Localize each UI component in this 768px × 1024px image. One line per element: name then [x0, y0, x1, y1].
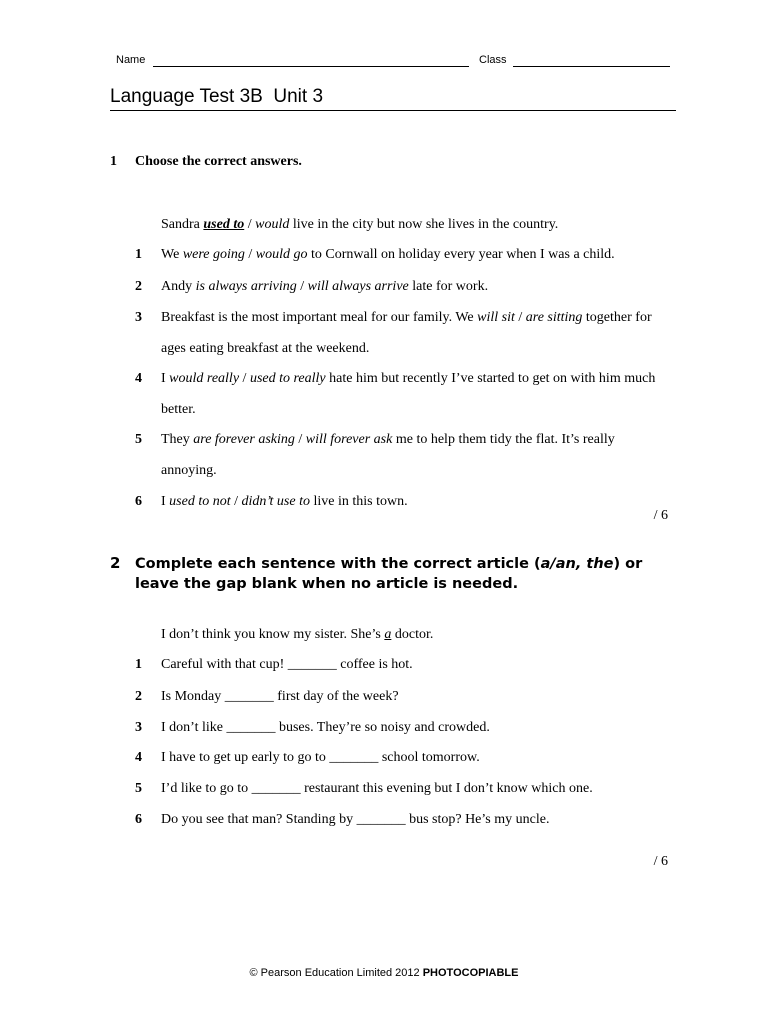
answer-option[interactable]: will sit	[477, 310, 515, 325]
section1-number: 1	[110, 154, 117, 169]
question-item	[0, 749, 768, 769]
name-label: Name	[116, 54, 146, 66]
question-item	[0, 431, 768, 451]
example-text: Sandra used to / would live in the city but now she lives in the country.	[161, 217, 559, 232]
question-number: 5	[135, 432, 142, 447]
question-item	[0, 656, 768, 676]
section2-score: / 6	[653, 854, 668, 869]
question-number: 6	[135, 812, 142, 827]
question-text: I would really / used to really hate him but recently I’ve started to get on with him much	[161, 371, 656, 386]
section2-number: 2	[110, 554, 121, 572]
answer-option[interactable]: used to really	[249, 371, 326, 386]
page-title: Language Test 3B Unit 3	[110, 85, 676, 111]
answer-option[interactable]: will always arrive	[307, 279, 409, 294]
answer-option[interactable]: used to not	[169, 494, 231, 509]
class-label: Class	[479, 54, 507, 66]
footer	[0, 967, 768, 979]
question-text[interactable]: I have to get up early to go to _______ school tomorrow.	[161, 750, 480, 765]
question-continuation: better.	[161, 402, 196, 417]
question-text: Breakfast is the most important meal for our family. We will sit / are sitting together for	[161, 310, 652, 325]
question-text: We were going / would go to Cornwall on holiday every year when I was a child.	[161, 247, 615, 262]
question-number: 3	[135, 310, 142, 325]
question-text[interactable]: Is Monday _______ first day of the week?	[161, 689, 399, 704]
question-item	[0, 688, 768, 708]
section1-example	[0, 216, 768, 236]
question-item	[0, 719, 768, 739]
name-class-row	[116, 54, 676, 70]
name-blank-line[interactable]	[153, 66, 469, 67]
question-item	[0, 811, 768, 831]
photocopiable-label: PHOTOCOPIABLE	[422, 967, 519, 979]
example-text: I don’t think you know my sister. She’s a doctor.	[161, 627, 434, 642]
question-item	[0, 309, 768, 329]
question-number: 4	[135, 750, 142, 765]
question-text[interactable]: I don’t like _______ buses. They’re so noisy and crowded.	[161, 720, 490, 735]
question-item	[0, 246, 768, 266]
answer-option[interactable]: are forever asking	[193, 432, 295, 447]
answer-option[interactable]: would really	[169, 371, 240, 386]
section2-instruction: Complete each sentence with the correct article (a/an, the) or leave the gap blank when no article is needed.	[135, 556, 643, 592]
question-number: 1	[135, 247, 142, 262]
question-text[interactable]: Careful with that cup! _______ coffee is hot.	[161, 657, 413, 672]
question-text: I used to not / didn’t use to live in this town.	[161, 494, 408, 509]
question-item	[0, 278, 768, 298]
question-item	[0, 370, 768, 390]
example-answer: used to	[203, 217, 245, 232]
answer-option[interactable]: didn’t use to	[241, 494, 310, 509]
answer-option[interactable]: will forever ask	[305, 432, 393, 447]
section2-example	[0, 626, 768, 646]
question-text[interactable]: I’d like to go to _______ restaurant this evening but I don’t know which one.	[161, 781, 593, 796]
copyright-text: © Pearson Education Limited 2012	[249, 967, 423, 979]
question-number: 4	[135, 371, 142, 386]
answer-option[interactable]: are sitting	[525, 310, 583, 325]
question-number: 3	[135, 720, 142, 735]
question-number: 6	[135, 494, 142, 509]
question-text[interactable]: Do you see that man? Standing by _______ bus stop? He’s my uncle.	[161, 812, 550, 827]
question-number: 1	[135, 657, 142, 672]
question-number: 5	[135, 781, 142, 796]
answer-option[interactable]: would go	[255, 247, 308, 262]
question-text: They are forever asking / will forever ask me to help them tidy the flat. It’s really	[161, 432, 615, 447]
question-number: 2	[135, 689, 142, 704]
question-item	[0, 780, 768, 800]
class-blank-line[interactable]	[513, 66, 670, 67]
answer-option[interactable]: is always arriving	[195, 279, 297, 294]
question-continuation: annoying.	[161, 463, 217, 478]
section1-instruction: Choose the correct answers.	[135, 154, 302, 169]
question-number: 2	[135, 279, 142, 294]
section1-score: / 6	[653, 508, 668, 523]
example-answer: a	[384, 627, 392, 642]
question-continuation: ages eating breakfast at the weekend.	[161, 341, 370, 356]
answer-option[interactable]: were going	[182, 247, 245, 262]
question-text: Andy is always arriving / will always arrive late for work.	[161, 279, 489, 294]
